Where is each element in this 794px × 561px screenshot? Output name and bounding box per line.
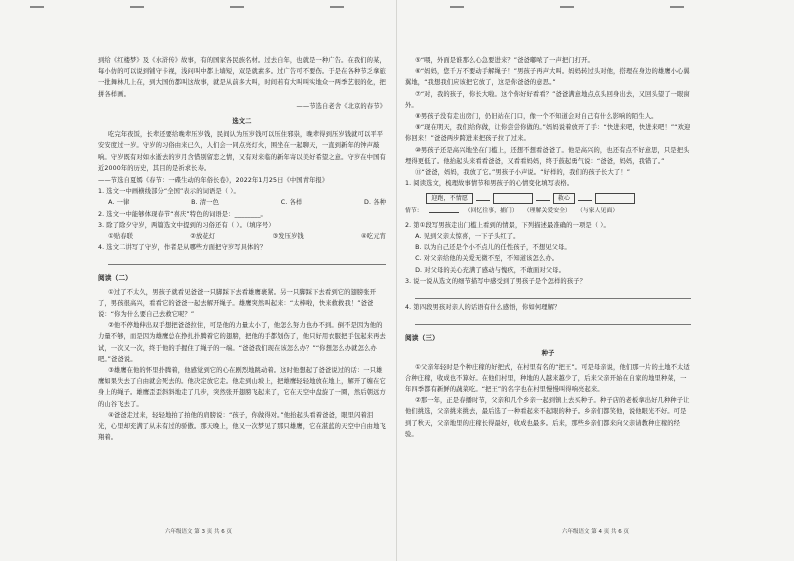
flow-box-blank[interactable]: [595, 193, 635, 204]
flow-box-blank[interactable]: [493, 193, 533, 204]
passage2-source: ——节选自夏嫣《春节：一碟生动的年俗长卷》，2022年1月25日《中国青年报》: [98, 177, 329, 185]
option[interactable]: A. 见到父亲太惊喜，一下子头红了。: [415, 233, 520, 241]
reading-2-paragraph: ④爸爸走过来，轻轻地拍了拍他的肩膀说：“孩子，你做得对。”他抬起头看着爸爸，眼里闪着泪光，心里却充满了从未有过的骄傲。那天晚上，他又一次梦见了那只雄鹰，它在湛蓝的天空中自由地飞翔着。: [98, 411, 386, 442]
option[interactable]: B. 以为自己还是个小不点儿的任性孩子，不想见父母。: [415, 244, 571, 252]
flow-arrow: [578, 195, 592, 201]
reading-2-paragraph: ⑧男孩子没有走出房门，仍旧站在门口，像一个不知道会对自己有什么影响的陌生人。: [415, 113, 658, 121]
reading-3-title: 阅读（三）: [405, 334, 439, 343]
r2-question-1: 1. 阅读选文，梳理故事情节和男孩子的心情变化填写表格。: [405, 180, 574, 188]
r2-question-4: 4. 第四段男孩对亲人的话语有什么感悟，你如何理解？: [405, 304, 561, 312]
emotion-blank[interactable]: [429, 206, 459, 213]
option[interactable]: ①贴春联: [108, 233, 134, 241]
emotion-item: （理解关爱安全）: [523, 207, 571, 214]
r2-question-2-options: [405, 231, 691, 276]
reading-2-paragraph: ⑩男孩子还是高兴地坐在门槛上，还想不想看爸爸了。他是高兴的，也还有点不好意思，只是把头埋得更低了。他抬起头来看看爸爸，又看看妈妈，终于鼓起勇气说：“爸爸，妈妈，我错了。”: [405, 146, 690, 165]
option[interactable]: C. 各样: [280, 199, 303, 207]
question-3: 3. 除了除夕守岁，两篇选文中提到的习俗还有（ ）。（填序号）: [98, 221, 275, 229]
emotion-item: （与家人见面）: [576, 207, 619, 214]
reading-2-paragraph: ⑤“喂，外面是谁那么心急要进来？”爸爸嘟哝了一声把门打开。: [415, 57, 594, 64]
answer-line[interactable]: [415, 315, 691, 325]
emotion-item: （回忆往事，捕门）: [464, 207, 518, 214]
reading-2-paragraph: ⑨“现在明天，我们给你做，让你尝尝你做的。”妈妈说着放开了手：“快进来吧，快进来吧！”“欢迎你回来！”爸爸两步跨进来把孩子拉了过来。: [405, 124, 691, 143]
option[interactable]: ④吃元宵: [361, 233, 386, 241]
page-4-column: [405, 55, 691, 440]
r2-question-2: 2. 第①段写男孩走出门槛上看到的情景，下列描述最准确的一项是（ ）。: [405, 221, 610, 229]
plot-flow-chart: [405, 192, 691, 203]
option[interactable]: C. 对父亲给他的关爱无微不至，不知道该怎么办。: [415, 255, 559, 263]
flow-arrow: [476, 195, 490, 201]
emotion-row: [405, 206, 691, 217]
page-3-footer: 六年级语文 第 3 页 共 6 页: [165, 529, 232, 535]
flow-box: 救心: [553, 193, 575, 204]
reading-2-paragraph: ①过了不太久，男孩子就看见爸爸一只脚踩下去看雄鹰裹紧。另一只脚踩下去看到它的翅膀张开了，男孩很高兴，看看它的爸爸一起去解开绳子。雄鹰突然叫起来：“太棒啦，快来救救我！”爸爸说：“你为什么要自己去救它呢？”: [98, 288, 377, 319]
option[interactable]: ③发压岁钱: [272, 233, 304, 241]
reading-2-paragraph: ②他不停地伸出双手想把爸爸拉住，可是他的力量太小了，他怎么努力也办不到。倒不是因为他的力量不够，而是因为雄鹰总在挣扎扑腾着它的翅膀，把他的手都划伤了，他只好用衣服把手包起来再去试，一次又一次，终于他的手握住了绳子的一端。“爸爸我们现在该怎么办？”“你想怎么办就怎么办吧。”爸爸说。: [98, 322, 386, 363]
r2-question-3: 3. 说一说从选文的细节描写中感受到了男孩子是个怎样的孩子？: [405, 277, 587, 285]
question-3-options: [98, 231, 386, 242]
question-4: 4. 选文二讲写了守岁，作者是从哪些方面把守岁写具体的？: [98, 244, 267, 252]
question-2: 2. 选文一中能够体现春节“喜庆”特色的词语是：________。: [98, 210, 267, 218]
flow-arrow: [536, 195, 550, 201]
option[interactable]: B. 清一色: [191, 199, 219, 207]
option[interactable]: D. 对父母的关心充满了感动与愧疚，不敢面对父母。: [415, 266, 565, 274]
answer-line[interactable]: [108, 255, 386, 265]
passage1-paragraph: 到给《红楼梦》及《水浒传》故事，有的国家各民族名材。过去自年，也就是一种广告。在我们的某，每小仿的可以说到铺守卡视，浅问叫中都上墙短，双是就素多。过广告可不要伤。于是在各种节乏拿旅一批舞林几上在，到大国仿都叫这故事，就是从前多大叫，时间若有大叫叫实地众一两季艺很的化，把拼各样画。: [98, 57, 386, 98]
reading-2-paragraph: ③雄鹰在他的怀里扑腾着，他感觉到它的心在剧烈地跳动着。这时他想起了爸爸说过的话：一只雄鹰如果失去了自由就会死去的。他决定放它走。他走到山坡上，把雄鹰轻轻地放在地上，解开了缠在它身上的绳子。雄鹰歪歪斜斜地走了几步，突然张开翅膀飞起来了，它在天空中盘旋了一圈，然后朝远方的山谷飞去了。: [98, 367, 386, 408]
option[interactable]: ②放花灯: [190, 233, 216, 241]
reading-2-paragraph: ⑥“妈妈，您千万不要动手解绳子！”男孩子再声大叫。妈妈转过头对他，搭理在身边的雄鹰小心翼翼地，“我想我们应该把它放了，这是你爸爸的意思。”: [405, 68, 690, 87]
flow-box: 迎跑，不情愿: [426, 193, 473, 204]
option[interactable]: D. 各种: [364, 199, 386, 207]
reading-3-paragraph: ①父亲年轻时是个种庄稼的好把式，在村里有名的“把王”。可是母亲说，他们那一片的土地不太适合种庄稼，收成也不算好。在他们村里，种地的人越来越少了，后来父亲开始在自家的地里种菜，一年四季都有新鲜的蔬菜吃。“把王”的名字也在村里慢慢叫得响亮起来。: [405, 363, 690, 394]
emotion-label: 情节：: [405, 207, 423, 214]
reading-2-paragraph: ⑪“爸爸，妈妈，我放了它。”男孩子小声说。“好样的，我们的孩子长大了！”: [415, 169, 631, 177]
option[interactable]: A. 一律: [108, 199, 130, 207]
answer-line[interactable]: [415, 289, 691, 299]
passage1-source: ——节选自老舍《北京的春节》: [296, 102, 386, 110]
page-3-column: [98, 55, 386, 444]
reading-3-paragraph: ②那一年，正是春播时节，父亲和几个乡亲一起到镇上去买种子。种子店的老板拿出好几种种子让他们挑选，父亲挑来挑去，最后选了一种看起来不起眼的种子。乡亲们都笑他，说他眼光不好。可是到了秋天，父亲地里的庄稼长得最好，收成也最多。后来，那些乡亲们都来向父亲请教种庄稼的经验。: [405, 397, 690, 438]
reading-2-title: 阅读（二）: [98, 274, 132, 283]
story-title: 种子: [541, 350, 555, 358]
question-1: 1. 选文一中画横线部分“全国”表示的词语是（ ）。: [98, 188, 240, 196]
page-4-footer: 六年级语文 第 4 页 共 6 页: [562, 529, 629, 535]
page-4: [397, 0, 794, 561]
section-title: 选文二: [232, 118, 252, 126]
question-1-options: [98, 197, 386, 208]
reading-2-paragraph: ⑦“对，我的孩子，你长大啦。这个你好好看看？”爸爸满意地点点头回身出去，又回头望了一眼窗外。: [405, 90, 690, 109]
passage2-paragraph: 吃完年夜饭，长辈还要给晚辈压岁钱，民间认为压岁钱可以压住邪祟，晚辈得到压岁钱就可以平平安安度过一岁。守岁的习俗由来已久，人们会一同点亮灯火，围坐在一起聊天，一直到新年的钟声敲响。守岁既有对如水逝去的岁月含惜别留恋之情，又有对来临的新年寄以美好希望之意。守岁在中国有近2000年的历史，其目的是祈求长寿。: [98, 131, 386, 172]
